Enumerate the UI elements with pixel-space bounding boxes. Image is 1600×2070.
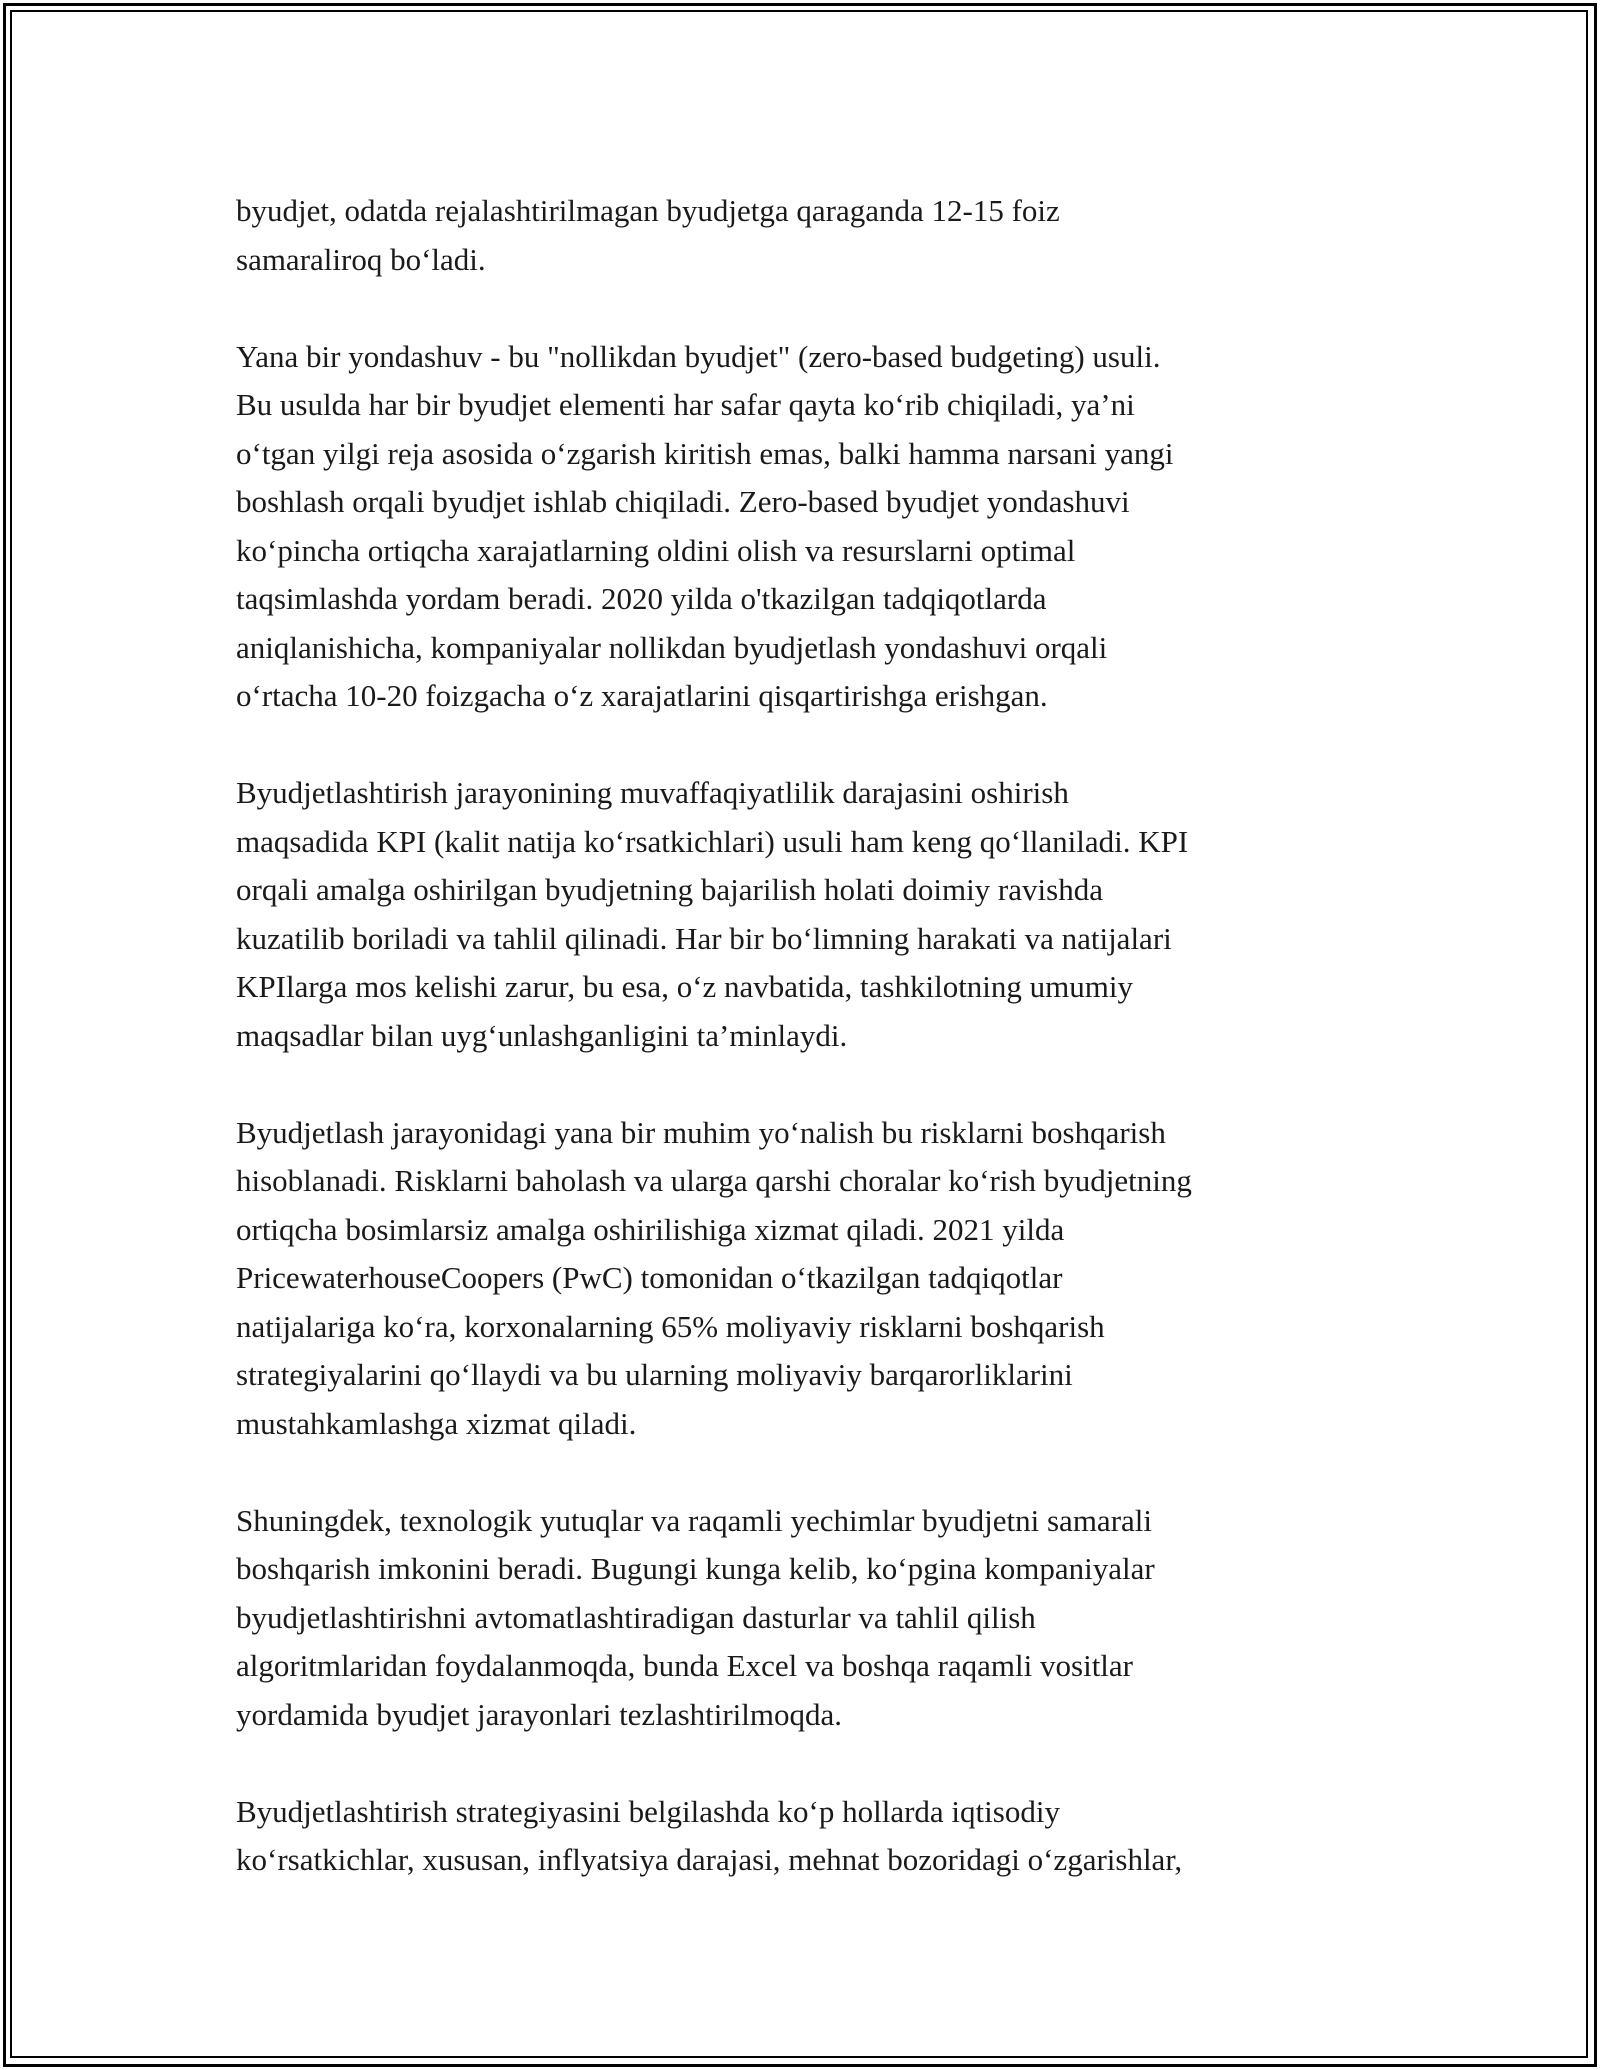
text-line: mustahkamlashga xizmat qiladi. <box>236 1405 637 1441</box>
paragraph-1 <box>236 187 1396 284</box>
text-line: byudjet, odatda rejalashtirilmagan byudjetga qaraganda 12-15 foiz <box>236 193 1060 228</box>
text-line: yordamida byudjet jarayonlari tezlashtirilmoqda. <box>236 1696 843 1732</box>
text-line: algoritmlaridan foydalanmoqda, bunda Excel va boshqa raqamli vositlar <box>236 1648 1134 1683</box>
text-line: o‘tgan yilgi reja asosida o‘zgarish kiritish emas, balki hamma narsani yangi <box>236 435 1174 471</box>
text-line: Yana bir yondashuv - bu "nollikdan byudjet" (zero-based budgeting) usuli. <box>236 338 1161 374</box>
text-line: PricewaterhouseCoopers (PwC) tomonidan o‘tkazilgan tadqiqotlar <box>236 1260 1063 1295</box>
text-line: natijalariga ko‘ra, korxonalarning 65% moliyaviy risklarni boshqarish <box>236 1308 1105 1344</box>
text-line: kuzatilib boriladi va tahlil qilinadi. Har bir bo‘limning harakati va natijalari <box>236 920 1172 956</box>
text-line: KPIlarga mos kelishi zarur, bu esa, o‘z navbatida, tashkilotning umumiy <box>236 969 1134 1004</box>
text-line: Bu usulda har bir byudjet elementi har safar qayta ko‘rib chiqiladi, ya’ni <box>236 387 1135 422</box>
text-line: boshqarish imkonini beradi. Bugungi kunga kelib, ko‘pgina kompaniyalar <box>236 1551 1155 1586</box>
text-line: Byudjetlashtirish strategiyasini belgilashda ko‘p hollarda iqtisodiy <box>236 1793 1060 1829</box>
text-line: hisoblanadi. Risklarni baholash va ularga qarshi choralar ko‘rish byudjetning <box>236 1163 1192 1198</box>
text-line: aniqlanishicha, kompaniyalar nollikdan byudjetlash yondashuvi orqali <box>236 629 1108 665</box>
text-line: byudjetlashtirishni avtomatlashtiradigan dasturlar va tahlil qilish <box>236 1599 1036 1635</box>
text-line: o‘rtacha 10-20 foizgacha o‘z xarajatlarini qisqartirishga erishgan. <box>236 678 1048 713</box>
text-line: taqsimlashda yordam beradi. 2020 yilda o'tkazilgan tadqiqotlarda <box>236 581 1047 616</box>
text-line: boshlash orqali byudjet ishlab chiqiladi. Zero-based byudjet yondashuvi <box>236 484 1130 519</box>
text-line: samaraliroq bo‘ladi. <box>236 241 486 277</box>
text-line: Byudjetlash jarayonidagi yana bir muhim yo‘nalish bu risklarni boshqarish <box>236 1114 1166 1150</box>
text-line: Shuningdek, texnologik yutuqlar va raqamli yechimlar byudjetni samarali <box>236 1502 1152 1538</box>
text-line: maqsadida KPI (kalit natija ko‘rsatkichlari) usuli ham keng qo‘llaniladi. KPI <box>236 823 1189 859</box>
document-body <box>236 187 1396 1933</box>
paragraph-2 <box>236 333 1396 721</box>
paragraph-6 <box>236 1788 1396 1885</box>
text-line: Byudjetlashtirish jarayonining muvaffaqiyatlilik darajasini oshirish <box>236 775 1069 810</box>
text-line: strategiyalarini qo‘llaydi va bu ularning moliyaviy barqarorliklarini <box>236 1357 1073 1392</box>
text-line: orqali amalga oshirilgan byudjetning bajarilish holati doimiy ravishda <box>236 872 1103 907</box>
text-line: ko‘rsatkichlar, xususan, inflyatsiya darajasi, mehnat bozoridagi o‘zgarishlar, <box>236 1842 1183 1877</box>
paragraph-5 <box>236 1497 1396 1740</box>
text-line: maqsadlar bilan uyg‘unlashganligini ta’minlaydi. <box>236 1017 848 1053</box>
paragraph-3 <box>236 769 1396 1060</box>
text-line: ko‘pincha ortiqcha xarajatlarning oldini olish va resurslarni optimal <box>236 532 1076 568</box>
paragraph-4 <box>236 1109 1396 1449</box>
text-line: ortiqcha bosimlarsiz amalga oshirilishiga xizmat qiladi. 2021 yilda <box>236 1211 1065 1247</box>
